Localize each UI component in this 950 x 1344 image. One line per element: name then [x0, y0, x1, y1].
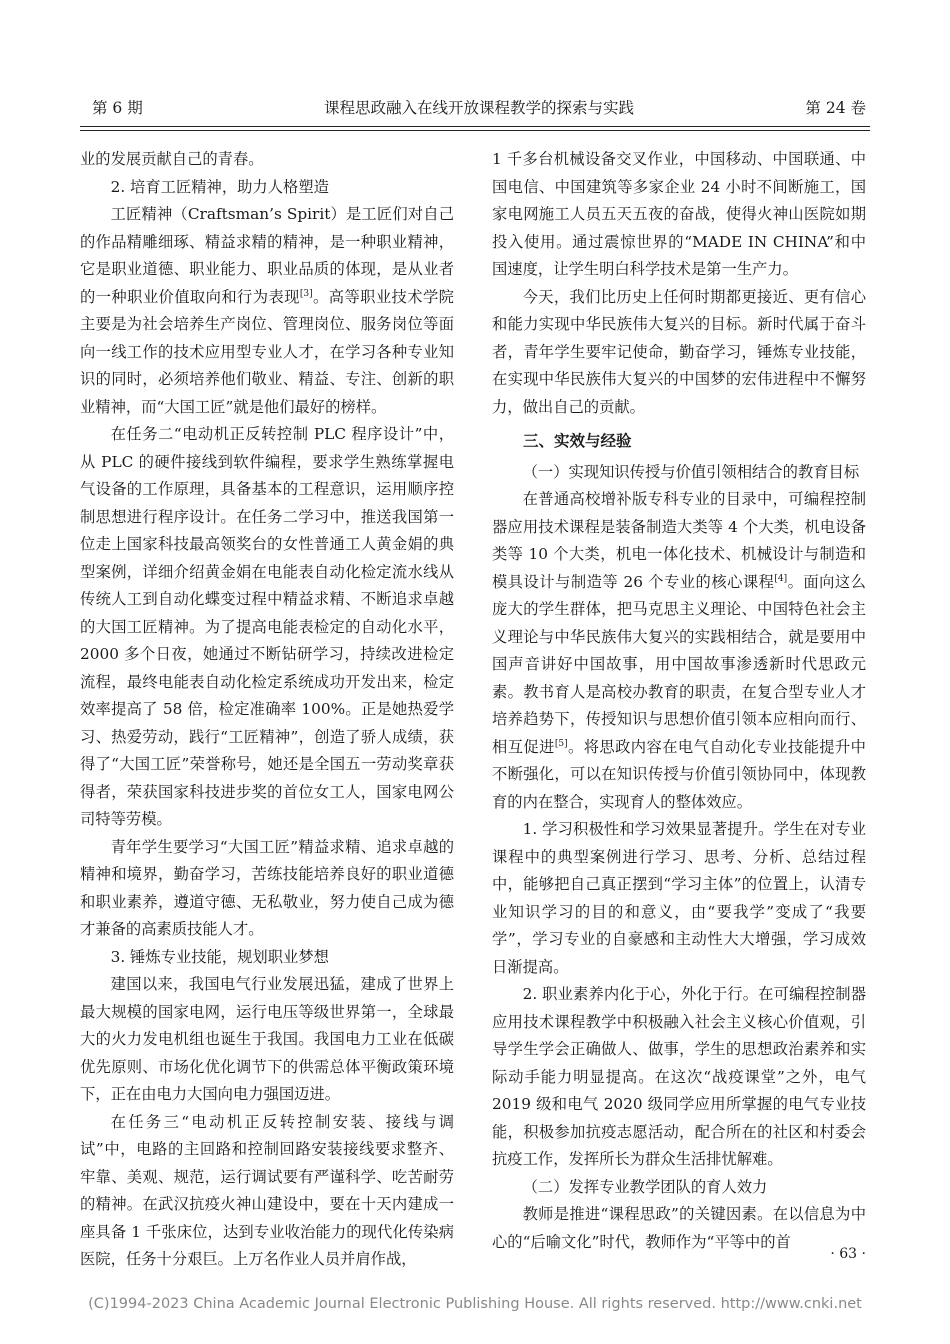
paragraph: 教师是推进“课程思政”的关键因素。在以信息为中心的“后喻文化”时代，教师作为“平等中的首 [492, 1205, 866, 1251]
paragraph: 建国以来，我国电气行业发展迅猛，建成了世界上最大规模的国家电网，运行电压等级世界第一，全球最大的火力发电机组也诞生于我国。我国电力工业在低碳优先原则、市场化优化调节下的供需总体平衡政策环境下，正在由电力大国向电力强国迈进。 [80, 975, 454, 1103]
paragraph: 今天，我们比历史上任何时期都更接近、更有信心和能力实现中华民族伟大复兴的目标。新时代属于奋斗者，青年学生要牢记使命，勤奋学习，锤炼专业技能，在实现中华民族伟大复兴的中国梦的宏伟进程中不懈努力，做出自己的贡献。 [492, 287, 866, 416]
citation: [4] [774, 573, 788, 584]
paragraph: 2. 职业素养内化于心，外化于行。在可编程控制器应用技术课程教学中积极融入社会主义核心价值观，引导学生学会正确做人、做事，学生的思想政治素养和实际动手能力明显提高。在这次“战疫课堂”之外，电气 2019 级和电气 2020 级同学应用所掌握的电气专业技能，积极参加抗疫志愿活动，配合所在的社区和村委会抗疫工作，发挥所长为群众生活排忧解难。 [492, 985, 866, 1168]
subsection-heading: 2. 培育工匠精神，助力人格塑造 [110, 177, 329, 196]
section-heading: 三、实效与经验 [523, 431, 632, 450]
running-header [92, 96, 866, 120]
issue-number: 第 6 期 [92, 99, 143, 117]
subsection-heading: （一）实现知识传授与价值引领相结合的教育目标 [522, 462, 860, 481]
paragraph: 业的发展贡献自己的青春。 [80, 150, 264, 168]
subsection-heading: （二）发挥专业教学团队的育人效力 [522, 1177, 768, 1196]
paragraph: 在任务三“电动机正反转控制安装、接线与调试”中，电路的主回路和控制回路安装接线要求整齐、牢靠、美观、规范，运行调试要有严谨科学、吃苦耐劳的精神。在武汉抗疫火神山建设中，要在十天内建成一座具备 1 千张床位，达到专业收治能力的现代化传染病医院，任务十分艰巨。上万名作业人员并肩作战， [80, 1112, 454, 1268]
citation: [3] [299, 288, 313, 299]
article-title: 课程思政融入在线开放课程教学的探索与实践 [323, 99, 634, 117]
left-column [80, 146, 454, 1274]
volume-number: 第 24 卷 [805, 99, 866, 117]
page-number: · 63 · [830, 1246, 866, 1262]
header-rule-top [80, 126, 870, 127]
copyright-footer: (C)1994-2023 China Academic Journal Electronic Publishing House. All rights reserved. http://www.cnki.net [88, 1296, 862, 1312]
paragraph: 1. 学习积极性和学习效果显著提升。学生在对专业课程中的典型案例进行学习、思考、分析、总结过程中，能够把自己真正摆到“学习主体”的位置上，认清专业知识学习的目的和意义，由“要我学”变成了“我要学”，学习专业的自豪感和主动性大大增强，学习成效日渐提高。 [492, 820, 866, 976]
paragraph: 在普通高校增补版专科专业的目录中，可编程控制器应用技术课程是装备制造大类等 4 个大类，机电设备类等 10 个大类，机电一体化技术、机械设计与制造和模具设计与制造等 26 个专业的核心课程[4]。面向这么庞大的学生群体，把马克思主义理论、中国特色社会主义理论与中华民族伟大复兴的实践相结合，就是要用中国声音讲好中国故事，用中国故事渗透新时代思政元素。教书育人是高校办教育的职责，在复合型专业人才培养趋势下，传授知识与思想价值引领本应相向而行、相互促进[5]。将思政内容在电气自动化专业技能提升中不断强化，可以在知识传授与价值引领协同中，体现教育的内在整合，实现育人的整体效应。 [492, 490, 866, 811]
paragraph: 青年学生要学习“大国工匠”精益求精、追求卓越的精神和境界，勤奋学习，苦练技能培养良好的职业道德和职业素养，遵道守德、无私敬业，努力使自己成为德才兼备的高素质技能人才。 [80, 837, 454, 938]
paragraph: 工匠精神（Craftsman’s Spirit）是工匠们对自己的作品精雕细琢、精益求精的精神，是一种职业精神，它是职业道德、职业能力、职业品质的体现，是从业者的一种职业价值取向和行为表现[3]。高等职业技术学院主要是为社会培养生产岗位、管理岗位、服务岗位等面向一线工作的技术应用型专业人才，在学习各种专业知识的同时，必须培养他们敬业、精益、专注、创新的职业精神，而“大国工匠”就是他们最好的榜样。 [80, 205, 454, 416]
paragraph: 1 千多台机械设备交叉作业，中国移动、中国联通、中国电信、中国建筑等多家企业 24 小时不间断施工，国家电网施工人员五天五夜的奋战，使得火神山医院如期投入使用。通过震惊世界的“MADE IN CHINA”和中国速度，让学生明白科学技术是第一生产力。 [492, 150, 866, 278]
paragraph: 在任务二“电动机正反转控制 PLC 程序设计”中，从 PLC 的硬件接线到软件编程，要求学生熟练掌握电气设备的工作原理，具备基本的工程意识，运用顺序控制思想进行程序设计。在任务二学习中，推送我国第一位走上国家科技最高领奖台的女性普通工人黄金娟的典型案例，详细介绍黄金娟在电能表自动化检定流水线从传统人工到自动化蝶变过程中精益求精、不断追求卓越的大国工匠精神。为了提高电能表检定的自动化水平，2000 多个日夜，她通过不断钻研学习，持续改进检定流程，最终电能表自动化检定系统成功开发出来，检定效率提高了 58 倍，检定准确率 100%。正是她热爱学习、热爱劳动，践行“工匠精神”，创造了骄人成绩，获得了“大国工匠”荣誉称号，她还是全国五一劳动奖章获得者，荣获国家科技进步奖的首位女工人，国家电网公司特等劳模。 [80, 425, 454, 828]
citation: [5] [554, 738, 568, 749]
subsection-heading: 3. 锤炼专业技能，规划职业梦想 [110, 947, 329, 966]
header-rule-bottom [80, 130, 870, 131]
right-column [492, 146, 866, 1256]
